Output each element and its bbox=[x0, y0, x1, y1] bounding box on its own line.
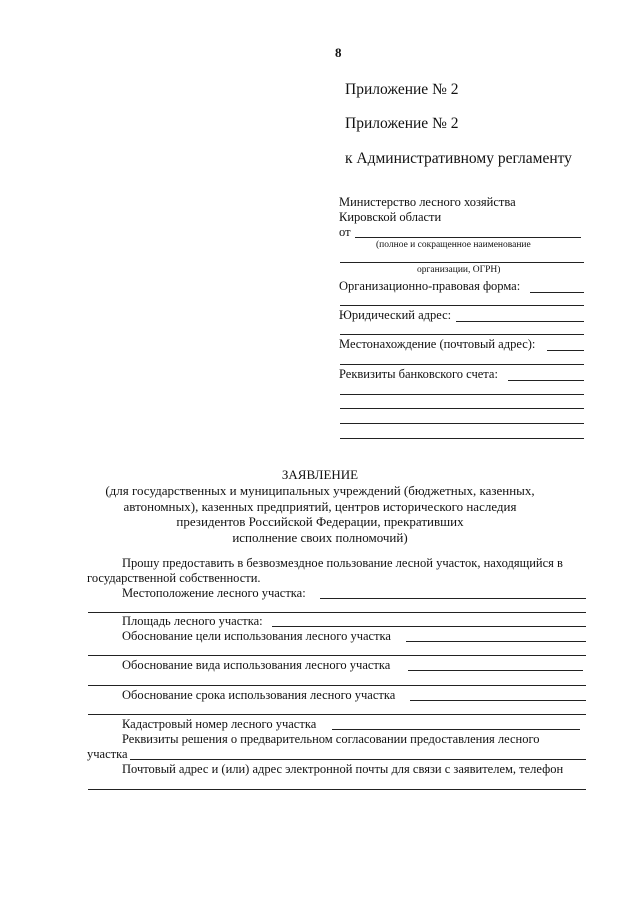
bank-line-1 bbox=[340, 394, 584, 395]
name-field-line bbox=[340, 262, 584, 263]
bank-details-field-line bbox=[508, 380, 584, 381]
decision-label-line2: участка bbox=[87, 747, 128, 761]
statement-subtitle-1: (для государственных и муниципальных учреждений (бюджетных, казенных, bbox=[105, 483, 535, 498]
location-field-line bbox=[547, 350, 584, 351]
contacts-field-line bbox=[88, 789, 586, 790]
bank-details-label: Реквизиты банковского счета: bbox=[339, 367, 498, 381]
decision-label-line1: Реквизиты решения о предварительном согласовании предоставления лесного bbox=[122, 732, 540, 746]
from-field-line bbox=[355, 237, 581, 238]
statement-title: ЗАЯВЛЕНИЕ bbox=[281, 467, 359, 482]
bank-line-2 bbox=[340, 408, 584, 409]
term-field-line bbox=[410, 700, 586, 701]
annex-title-1: Приложение № 2 bbox=[345, 81, 459, 98]
request-text-line1: Прошу предоставить в безвозмездное пользование лесной участок, находящийся в bbox=[122, 556, 563, 570]
ministry-name-line2: Кировской области bbox=[339, 210, 442, 224]
location-extra-line bbox=[340, 364, 584, 365]
cadastral-field-line bbox=[332, 729, 580, 730]
legal-form-field-line bbox=[530, 292, 584, 293]
statement-subtitle-3: президентов Российской Федерации, прекративших bbox=[176, 514, 464, 529]
contacts-label: Почтовый адрес и (или) адрес электронной почты для связи с заявителем, телефон bbox=[122, 762, 564, 776]
from-label: от bbox=[339, 225, 351, 239]
annex-title-2: Приложение № 2 bbox=[345, 115, 459, 132]
decision-field-line bbox=[130, 759, 586, 760]
name-hint-2: организации, ОГРН) bbox=[417, 265, 501, 275]
legal-form-extra-line bbox=[340, 305, 584, 306]
location-label: Местонахождение (почтовый адрес): bbox=[339, 337, 536, 351]
plot-location-extra-line bbox=[88, 612, 586, 613]
purpose-field-line bbox=[406, 641, 586, 642]
statement-subtitle-4: исполнение своих полномочий) bbox=[232, 530, 408, 545]
purpose-label: Обоснование цели использования лесного участка bbox=[122, 629, 391, 643]
cadastral-label: Кадастровый номер лесного участка bbox=[122, 717, 317, 731]
page-number: 8 bbox=[335, 45, 342, 60]
term-extra-line bbox=[88, 714, 586, 715]
bank-line-3 bbox=[340, 423, 584, 424]
use-type-label: Обоснование вида использования лесного участка bbox=[122, 658, 391, 672]
ministry-name-line1: Министерство лесного хозяйства bbox=[339, 195, 516, 209]
plot-area-label: Площадь лесного участка: bbox=[122, 614, 263, 628]
statement-subtitle-2: автономных), казенных предприятий, центров исторического наследия bbox=[123, 499, 517, 514]
plot-area-field-line bbox=[272, 626, 586, 627]
regulation-reference: к Административному регламенту bbox=[345, 150, 572, 167]
request-text-line2: государственной собственности. bbox=[87, 571, 261, 585]
plot-location-label: Местоположение лесного участка: bbox=[122, 586, 306, 600]
plot-location-field-line bbox=[320, 598, 586, 599]
bank-line-4 bbox=[340, 438, 584, 439]
name-hint-1: (полное и сокращенное наименование bbox=[376, 240, 531, 250]
use-type-field-line bbox=[408, 670, 583, 671]
legal-address-label: Юридический адрес: bbox=[339, 308, 452, 322]
legal-address-extra-line bbox=[340, 334, 584, 335]
use-type-extra-line bbox=[88, 685, 586, 686]
purpose-extra-line bbox=[88, 655, 586, 656]
term-label: Обоснование срока использования лесного участка bbox=[122, 688, 396, 702]
legal-address-field-line bbox=[456, 321, 584, 322]
legal-form-label: Организационно-правовая форма: bbox=[339, 279, 521, 293]
